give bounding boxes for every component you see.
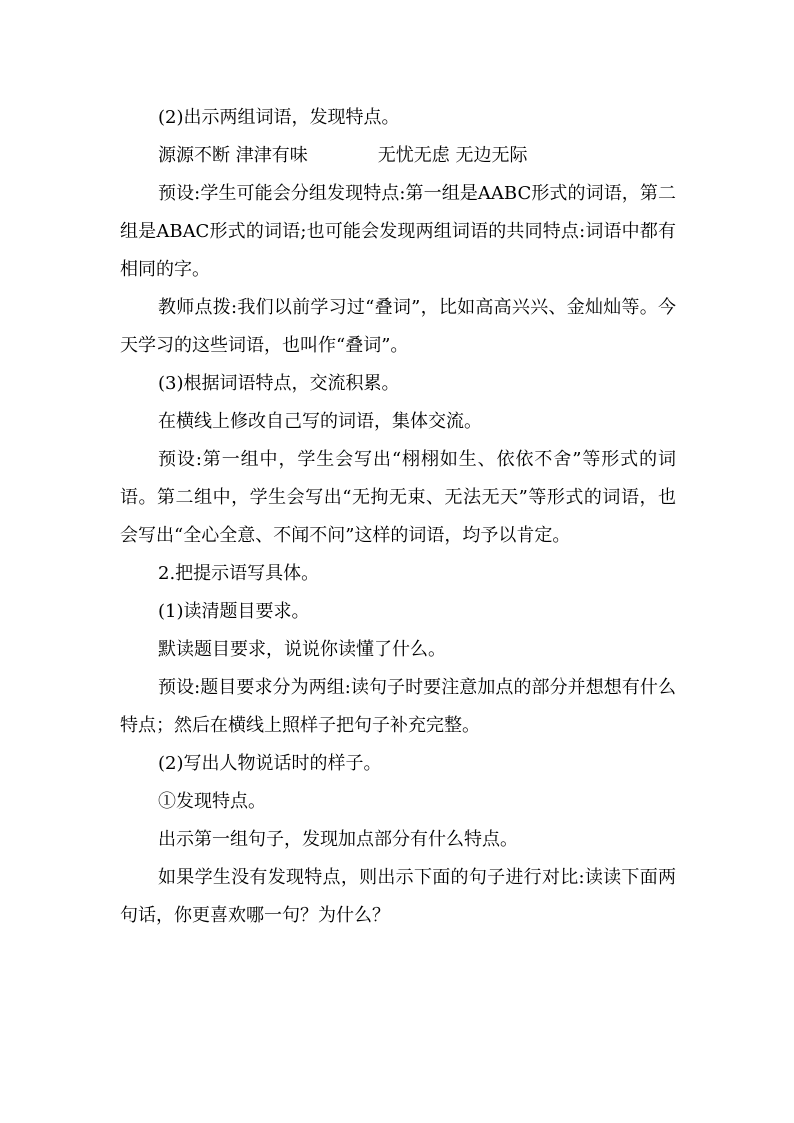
paragraph-preset-3: 预设:题目要求分为两组:读句子时要注意加点的部分并想想有什么特点；然后在横线上照样子把句子补充完整。 [120,677,676,736]
document-body [120,99,676,935]
paragraph-exchange: 在横线上修改自己写的词语，集体交流。 [158,411,482,432]
paragraph-preset-1: 预设:学生可能会分组发现特点:第一组是AABC形式的词语，第二组是ABAC形式的词语;也可能会发现两组词语的共同特点:词语中都有相同的字。 [120,183,676,280]
paragraph-find-features: ①发现特点。 [158,791,266,812]
paragraph-step-2: (2)出示两组词语，发现特点。 [158,107,400,128]
paragraph-show-sentences: 出示第一组句子，发现加点部分有什么特点。 [158,829,518,850]
paragraph-compare: 如果学生没有发现特点，则出示下面的句子进行对比:读读下面两句话，你更喜欢哪一句？为什么？ [120,867,676,926]
paragraph-substep-1: (1)读清题目要求。 [158,601,310,622]
word-group-2: 无忧无虑 无边无际 [377,145,528,166]
word-group-1: 源源不断 津津有味 [158,145,308,166]
paragraph-section-2: 2.把提示语写具体。 [158,563,320,584]
paragraph-preset-2: 预设:第一组中，学生会写出“栩栩如生、依依不舍”等形式的词语。第二组中，学生会写出“无拘无束、无法无天”等形式的词语，也会写出“全心全意、不闻不问”这样的词语，均予以肯定。 [120,449,676,546]
paragraph-silent-read: 默读题目要求，说说你读懂了什么。 [158,639,446,660]
paragraph-teacher-note: 教师点拨:我们以前学习过“叠词”，比如高高兴兴、金灿灿等。今天学习的这些词语，也叫作“叠词”。 [120,297,676,356]
paragraph-substep-2: (2)写出人物说话时的样子。 [158,753,382,774]
paragraph-step-3: (3)根据词语特点，交流积累。 [158,373,400,394]
paragraph-word-groups [120,137,676,175]
